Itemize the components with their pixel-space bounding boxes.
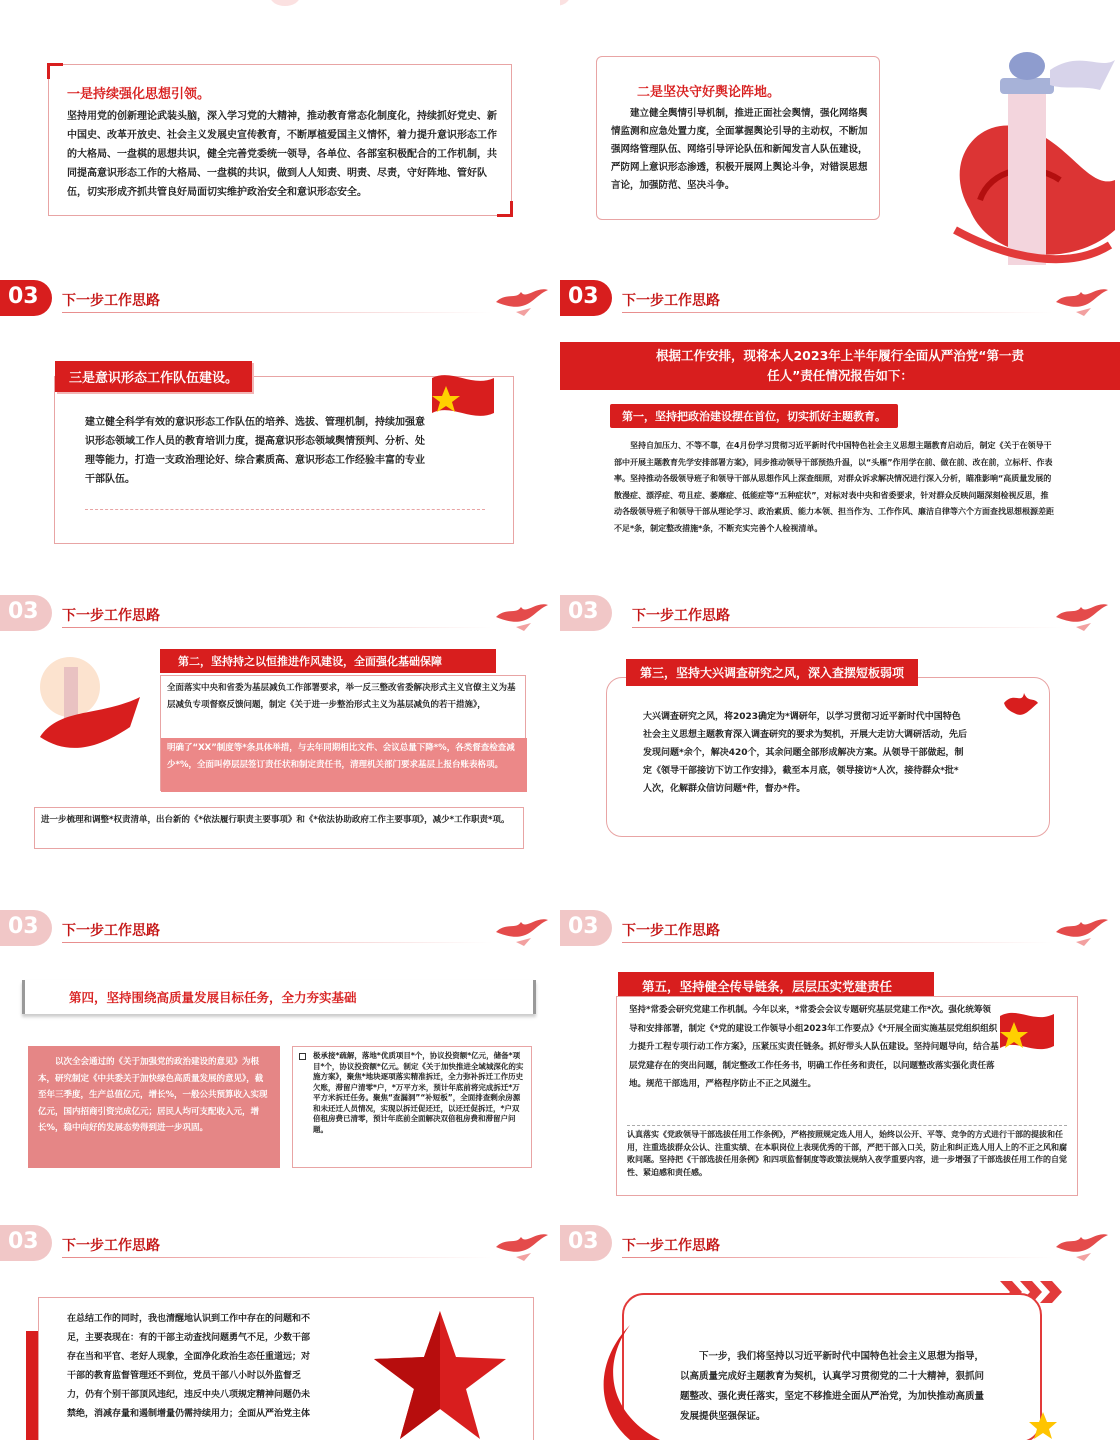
box-body: 建立健全舆情引导机制，推进正面社会舆情，强化网络舆情监测和应急处置力度，全面掌握舆论引导的主动权，不断加强网络管理队伍、网络引导评论队伍和新闻发言人队伍建设，严防网上意识形态渗透，积极开展网上舆论斗争，对错误思想言论，加强防范、坚决斗争。 [611,108,868,191]
slide-4 [560,270,1120,585]
section-number: 03 [0,595,52,631]
section-title: 下一步工作思路 [62,1238,160,1254]
box-body: 坚持用党的创新理论武装头脑，深入学习党的大精神，推动教育常态化制度化，持续抓好党史、新中国史、改革开放史、社会主义发展史宣传教育，不断厚植爱国主义情怀，着力提升意识形态工作的大格局、一盘棋的思想共识，健全完善党委统一领导，各单位、各部室积极配合的工作机制，共同提高意识形态工作的大格局、一盘棋的共识，做到人人知责、明责、尽责，守好阵地、管好队伍，切实形成齐抓共管良好局面切实维护政治安全和意识形态安全。 [67,111,497,198]
dove-icon [486,902,556,948]
star-icon [370,1307,510,1440]
dove-icon [1046,272,1116,318]
section-title: 下一步工作思路 [62,293,160,309]
sub-title: 第二，坚持持之以恒推进作风建设，全面强化基础保障 [160,649,496,673]
flag-star-icon [422,368,502,438]
slide-8 [560,900,1120,1215]
box-title: 二是坚决守好舆论阵地。 [637,85,781,100]
dove-icon [486,1217,556,1263]
checkbox-icon [299,1053,306,1060]
flag-star-icon [990,1006,1060,1066]
slide-5 [0,585,560,900]
section-number: 03 [0,1225,52,1261]
slide-10 [560,1215,1120,1440]
left-panel: 以次全会通过的《关于加强党的政治建设的意见》为根本，研究制定《中共委关于加快绿色高质量发展的意见》，截至年三季度，生产总值亿元，增长%，一般公共预算收入实现亿元，国内招商引资完成亿元；居民人均可支配收入元，增长%，稳中向好的发展态势得到进一步巩固。 [28,1046,280,1168]
sub-title: 第三，坚持大兴调查研究之风，深入查摆短板弱项 [626,659,918,686]
section-number: 03 [0,280,52,316]
slide-header [0,1215,560,1263]
body-1: 坚持*常委会研究党建工作机制。今年以来，*常委会会议专题研究基层党建工作*次。强化统筹领导和安排部署，制定《*党的建设工作领导小组2023年工作要点》《*开展全面实施基层党组织组织力提升工程专项行动工作方案》，压紧压实责任链条。抓好带头人队伍建设。坚持问题导向，结合基层党建存在的突出问题，制定整改工作任务书，明确工作任务和责任，以问题整改落实强化责任落地。规范干部选用，严格程序防止不正之风滋生。 [629,1005,999,1089]
slide-header [0,900,560,948]
ribbon-illustration [600,1325,670,1440]
sub-title: 第一，坚持把政治建设摆在首位，切实抓好主题教育。 [610,404,898,428]
section-number: 03 [560,910,612,946]
box-body: 下一步，我们将坚持以习近平新时代中国特色社会主义思想为指导，以高质量完成好主题教育为契机，认真学习贯彻党的二十大精神，狠抓问题整改、强化责任落实，坚定不移推进全面从严治党，为加快推动高质量发展提供坚强保证。 [680,1351,985,1422]
dove-icon [486,587,556,633]
body-2: 认真落实《党政领导干部选拔任用工作条例》，严格按照规定选人用人，始终以公开、平等、竞争的方式进行干部的提拔和任用，注重选拔群众公认、注重实绩、在本职岗位上表现优秀的干部，严把干部入口关，防止和纠正选人用人上的不正之风和腐败问题。坚持把《干部选拔任用条例》和四项监督制度等政策法规纳入夜学重要内容，进一步增强了干部选拔任用工作的自觉性、紧迫感和责任感。 [627,1130,1067,1177]
slide-6 [560,585,1120,900]
dove-icon [1046,587,1116,633]
section-title: 下一步工作思路 [622,293,720,309]
pillar-ribbon-illustration [30,647,150,767]
body-3: 进一步梳理和调整*权责清单，出台新的《*依法履行职责主要事项》和《*依法协助政府工作主要事项》，减少*工作职责*项。 [34,807,524,849]
slide-7 [0,900,560,1215]
section-number: 03 [560,280,612,316]
dove-icon [1000,683,1040,727]
box-body: 在总结工作的同时，我也清醒地认识到工作中存在的问题和不足，主要表现在：有的干部主动查找问题勇气不足，少数干部存在当和平官、老好人现象，全面净化政治生态任重道远；对干部的教育监督管理还不到位，党员干部八小时以外监督乏力，仍有个别干部顶风违纪，违反中央八项规定精神问题仍未禁绝，消减存量和遏制增量仍需持续用力；全面从严治党主体 [67,1314,311,1419]
box-body: 建立健全科学有效的意识形态工作队伍的培养、选拔、管理机制，持续加强意识形态领域工作人员的教育培训力度，提高意识形态领域舆情预判、分析、处理等能力，打造一支政治理论好、综合素质高、意识形态工作经验丰富的专业干部队伍。 [85,417,425,485]
pillar-illustration [950,30,1120,275]
dove-icon [1046,902,1116,948]
content-box [606,677,1050,837]
slide-header [560,585,1120,633]
section-title: 下一步工作思路 [632,608,730,624]
content-box [622,1293,1042,1440]
box-body: 坚持自加压力、不等不靠，在4月份学习贯彻习近平新时代中国特色社会主义思想主题教育启动后，制定《关于在领导干部中开展主题教育先学安排部署方案》，同步推动领导干部预热升温，以“头雁”作用学在前、做在前、改在前，立标杆、作表率。坚持推动各级领导班子和领导干部从思想作风上深查细照，对群众诉求解决情况进行深入分析，瞄准影响“高质量发展的散漫症、漂浮症、苟且症、萎靡症、低能症等“五种症状”，对标对表中央和省委要求，针对群众反映问题深刻检视反思，推动各级领导班子和领导干部从理论学习、政治素质、能力本领、担当作为、工作作风、廉洁自律等六个方面查找思想根源差距不足*条，制定整改措施*条，不断充实完善个人检视清单。 [614,441,1054,533]
sub-title: 第五，坚持健全传导链条，层层压实党建责任 [618,972,934,1000]
section-title: 下一步工作思路 [62,608,160,624]
box-title: 三是意识形态工作队伍建设。 [55,361,252,392]
body-1: 全面落实中央和省委为基层减负工作部署要求，举一反三整改省委解决形式主义官僚主义为基层减负专项督察反馈问题，制定《关于进一步整治形式主义为基层减负的若干措施》， [167,683,516,710]
slide-1 [0,0,560,315]
content-box [48,64,512,216]
dove-icon [486,272,556,318]
box-title: 一是持续强化思想引领。 [67,87,211,102]
section-title: 下一步工作思路 [622,923,720,939]
content-box [596,56,880,220]
section-number: 03 [560,1225,612,1261]
slide-header [560,270,1120,318]
sub-title: 第四，坚持围绕高质量发展目标任务，全力夯实基础 [69,990,357,1005]
section-number: 03 [0,910,52,946]
dove-icon [1046,1217,1116,1263]
sub-title-box [22,980,536,1014]
section-title: 下一步工作思路 [622,1238,720,1254]
slide-header [560,1215,1120,1263]
report-banner: 根据工作安排，现将本人2023年上半年履行全面从严治党“第一责任人”责任情况报告如下： [560,342,1120,390]
slide-3 [0,270,560,585]
content-box [600,400,1060,558]
section-number: 03 [560,595,612,631]
slide-9 [0,1215,560,1440]
slide-header [0,585,560,633]
right-panel: 极承接*疏解，落地*优质项目*个，协议投资额*亿元，储备*项目*个，协议投资额*亿元。制定《关于加快推进全域城深化的实施方案》，聚焦*地块逐项落实精准拆迁，全力弥补拆迁工作历史欠账，滞留户清零*户，*万平方米，预计年底前将完成拆迁*万平方米拆迁任务。聚焦“查漏洞”“补短板”，全面排查剩余房源和未还迁人员情况，实现以拆迁促还迁，以还迁促拆迁，*户双倍租房费已清零，预计年底前全面解决双倍租房费和滞留户问题。 [313,1051,524,1134]
slide-2 [560,0,1120,315]
section-title: 下一步工作思路 [62,923,160,939]
box-body: 大兴调查研究之风，将2023确定为*调研年，以学习贯彻习近平新时代中国特色社会主义思想主题教育深入调查研究的要求为契机，开展大走访大调研活动，先后发现问题*余个，解决420个，其余问题全部形成解决方案。从领导干部做起，制定《领导干部接访下访工作安排》，截至本月底，领导接访*人次，接待群众*批*人次，化解群众信访问题*件，督办*件。 [643,712,968,794]
slide-header [0,270,560,318]
body-2-highlight: 明确了“XX”制度等*条具体举措，与去年同期相比文件、会议总量下降*%，各类督查检查减少*%，全面叫停层层签订责任状和制定责任书，清理机关部门要求基层上报台账表格项。 [161,738,527,792]
star-icon [1028,1411,1058,1440]
slide-header [560,900,1120,948]
